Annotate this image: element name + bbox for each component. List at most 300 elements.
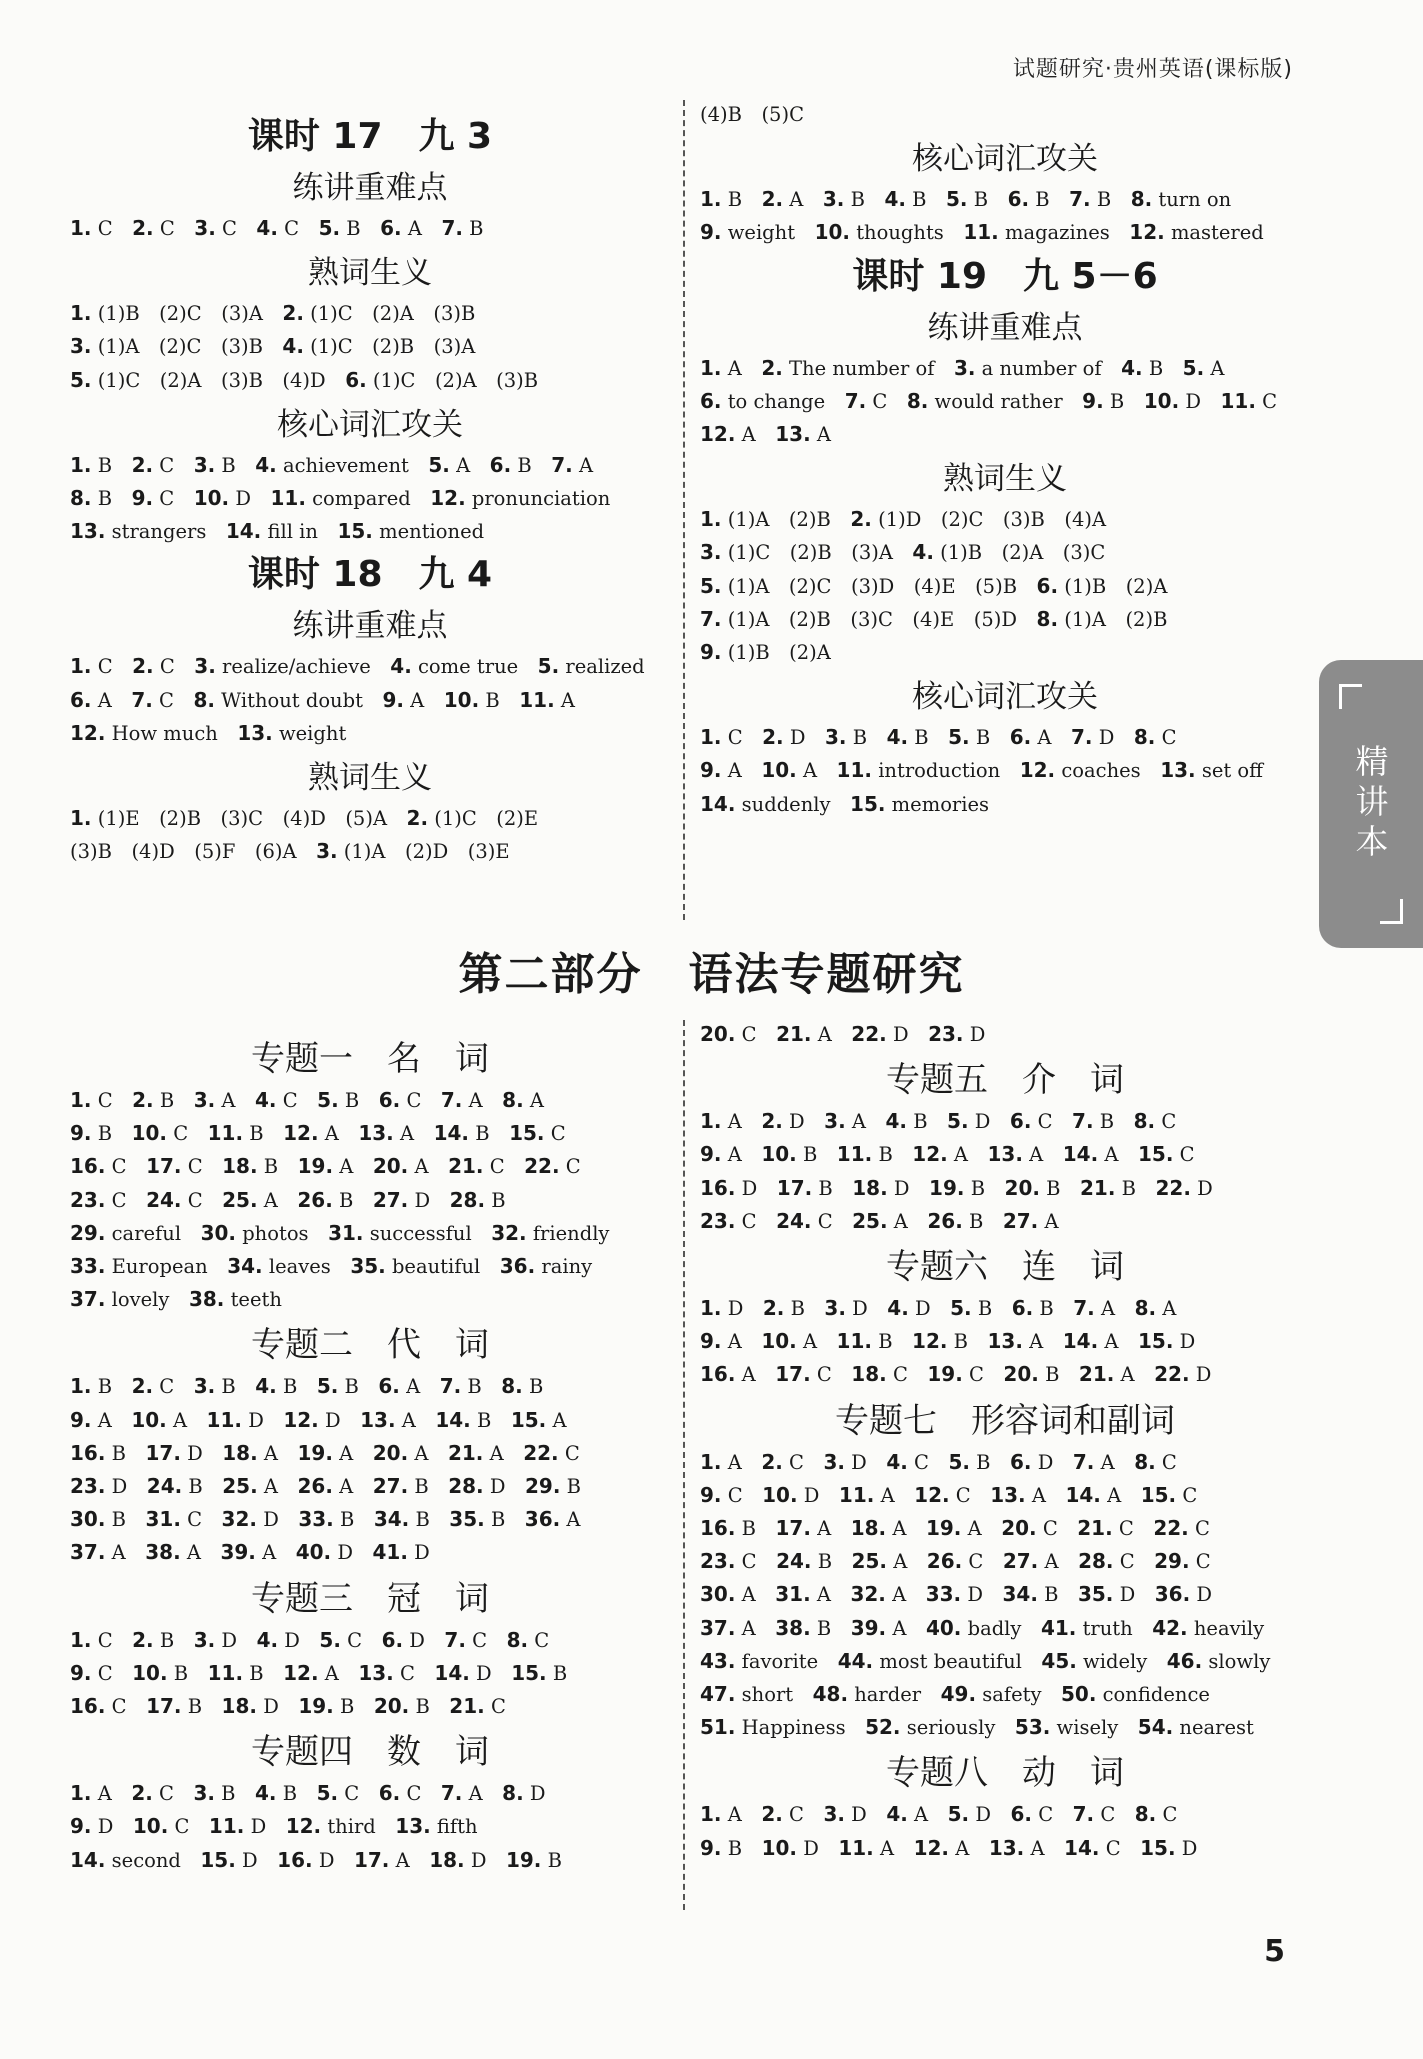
question-number: 50. xyxy=(1061,1682,1097,1707)
question-number: 21. xyxy=(447,1440,484,1465)
answer-value: B xyxy=(878,1330,893,1354)
question-number: 6. xyxy=(378,1374,400,1399)
answer-value: A xyxy=(1162,1297,1177,1321)
question-number: 15. xyxy=(337,519,373,544)
question-number: 28. xyxy=(448,1474,484,1499)
answer-value: memories xyxy=(891,792,990,816)
answer-line xyxy=(70,802,670,835)
question-number: 36. xyxy=(499,1254,536,1279)
answer-value: D xyxy=(789,1110,805,1134)
answer-value: A xyxy=(552,1408,567,1432)
question-number: 7. xyxy=(440,1781,463,1806)
answer-value: D xyxy=(250,1815,267,1839)
answer-value: B xyxy=(528,1375,544,1399)
question-number: 14. xyxy=(433,1121,470,1146)
question-number: 3. xyxy=(193,1088,216,1112)
answer-value: A xyxy=(262,1541,277,1565)
answers-bottom-left xyxy=(70,1030,670,1877)
question-number: 14. xyxy=(434,1660,470,1685)
answer-value: harder xyxy=(854,1683,922,1707)
question-number: 4. xyxy=(282,334,304,359)
answer-line xyxy=(70,1536,670,1569)
question-number: 16. xyxy=(70,1440,106,1465)
answer-value: B xyxy=(1099,1110,1115,1134)
answer-value: A xyxy=(1030,1836,1045,1860)
question-number: 5. xyxy=(537,654,560,679)
answer-value: B xyxy=(414,1475,429,1499)
answer-value: B xyxy=(547,1848,562,1872)
answer-line xyxy=(70,364,670,397)
question-number: 6. xyxy=(489,452,512,477)
answer-line xyxy=(70,212,670,245)
answer-line xyxy=(700,1711,1310,1744)
answer-value: B xyxy=(1039,1297,1054,1321)
answer-value: (1)C (2)E xyxy=(434,807,539,831)
question-number: 9. xyxy=(70,1660,92,1685)
answer-value: would rather xyxy=(934,389,1063,413)
answer-value: A xyxy=(566,1508,581,1532)
answer-value: C xyxy=(173,1122,189,1146)
answer-line xyxy=(70,1810,670,1843)
question-number: 4. xyxy=(886,725,909,750)
answer-value: C xyxy=(406,1782,422,1806)
answer-value: B xyxy=(97,1122,113,1146)
question-number: 29. xyxy=(1154,1549,1190,1574)
answer-value: (1)B (2)C (3)A xyxy=(97,302,263,326)
question-number: 18. xyxy=(222,1440,258,1465)
answer-value: A xyxy=(172,1408,188,1432)
side-tab-label: 精讲本 xyxy=(1355,742,1389,861)
answer-value: B xyxy=(346,217,361,240)
answer-value: B xyxy=(852,726,868,750)
question-number: 36. xyxy=(524,1507,561,1532)
answer-value: C xyxy=(344,1782,360,1806)
answer-value: A xyxy=(1031,1483,1046,1507)
answer-line xyxy=(70,1777,670,1810)
question-number: 21. xyxy=(1077,1516,1113,1541)
question-number: 32. xyxy=(221,1507,257,1532)
answer-value: third xyxy=(327,1815,376,1839)
answer-value: a number of xyxy=(981,356,1102,380)
question-number: 4. xyxy=(887,1296,909,1321)
answer-value: European xyxy=(111,1255,208,1279)
section-heading: 练讲重难点 xyxy=(927,309,1083,346)
question-number: 6. xyxy=(381,1627,404,1652)
question-number: 2. xyxy=(132,654,154,679)
answer-line xyxy=(700,503,1310,536)
question-number: 1. xyxy=(70,806,92,831)
answer-value: lovely xyxy=(111,1288,170,1312)
answer-value: B xyxy=(339,1188,354,1212)
question-number: 33. xyxy=(298,1507,334,1532)
answer-value: (1)C (2)A (3)B xyxy=(372,368,539,392)
question-number: 6. xyxy=(1010,1802,1032,1827)
answer-line xyxy=(700,1512,1310,1545)
question-number: 5. xyxy=(316,1781,339,1806)
question-number: 32. xyxy=(491,1220,527,1245)
question-number: 38. xyxy=(188,1287,225,1312)
question-number: 2. xyxy=(132,1627,154,1652)
answer-value: B xyxy=(802,1143,818,1167)
answer-line xyxy=(700,1018,1310,1051)
question-number: 25. xyxy=(851,1549,887,1574)
answer-value: coaches xyxy=(1061,759,1141,783)
question-number: 11. xyxy=(838,1835,874,1860)
answer-value: D xyxy=(851,1450,867,1474)
column-divider-top xyxy=(683,100,685,920)
question-number: 20. xyxy=(372,1440,409,1465)
answer-value: D xyxy=(741,1176,758,1200)
answer-value: beautiful xyxy=(391,1255,481,1279)
question-number: 22. xyxy=(1153,1516,1189,1541)
answer-value: C xyxy=(1037,1110,1053,1134)
question-number: 2. xyxy=(131,1374,154,1399)
answer-line xyxy=(700,183,1310,216)
answer-value: D xyxy=(789,726,806,750)
answer-line xyxy=(700,1138,1310,1171)
question-number: 7. xyxy=(551,452,573,477)
answer-value: D xyxy=(284,1628,300,1652)
question-number: 12. xyxy=(1019,758,1056,783)
answer-value: come true xyxy=(418,655,519,679)
answer-value: B xyxy=(976,1450,991,1474)
answer-value: A xyxy=(817,1023,832,1046)
answers-top-left xyxy=(70,110,670,868)
question-number: 10. xyxy=(814,220,851,245)
question-number: 4. xyxy=(255,1374,277,1399)
answer-value: suddenly xyxy=(741,792,831,816)
topic-heading: 专题一 名 词 xyxy=(251,1039,489,1079)
answer-value: C xyxy=(789,1450,804,1474)
answer-value: to change xyxy=(727,389,826,413)
answer-value: C xyxy=(97,217,113,240)
question-number: 10. xyxy=(761,1835,797,1860)
answer-value: D xyxy=(476,1661,492,1685)
answer-value: teeth xyxy=(230,1288,282,1312)
question-number: 27. xyxy=(1002,1208,1039,1233)
answer-value: B xyxy=(818,1176,833,1200)
answer-value: D xyxy=(235,487,251,511)
question-number: 15. xyxy=(1137,1329,1174,1354)
question-number: 20. xyxy=(700,1022,736,1046)
question-number: 1. xyxy=(700,1802,722,1827)
answer-value: A xyxy=(1210,356,1225,380)
question-number: 6. xyxy=(1009,1109,1032,1134)
answer-value: A xyxy=(892,1616,907,1640)
answer-value: D xyxy=(337,1541,353,1565)
question-number: 13. xyxy=(988,1835,1025,1860)
question-number: 12. xyxy=(914,1482,950,1507)
question-number: 12. xyxy=(283,1660,319,1685)
question-number: 53. xyxy=(1014,1715,1051,1740)
answer-value: B xyxy=(878,1143,893,1167)
question-number: 21. xyxy=(448,1154,484,1179)
question-number: 18. xyxy=(221,1694,257,1719)
question-number: 1. xyxy=(70,216,92,240)
question-number: 17. xyxy=(775,1362,811,1387)
section-heading: 熟词生义 xyxy=(308,760,432,797)
question-number: 1. xyxy=(700,725,722,750)
question-number: 11. xyxy=(838,1482,875,1507)
answer-value: B xyxy=(415,1695,430,1719)
answer-line xyxy=(700,1479,1310,1512)
question-number: 14. xyxy=(1062,1329,1099,1354)
answer-value: pronunciation xyxy=(471,487,611,511)
answer-value: B xyxy=(263,1155,279,1179)
question-number: 7. xyxy=(131,687,153,712)
question-number: 10. xyxy=(761,1329,797,1354)
answer-value: A xyxy=(339,1441,354,1465)
answer-line xyxy=(70,1283,670,1316)
question-number: 8. xyxy=(1134,1296,1157,1321)
answer-value: (1)A (2)B xyxy=(727,508,831,532)
answer-value: C xyxy=(892,1363,908,1387)
question-number: 24. xyxy=(146,1187,182,1212)
question-number: 2. xyxy=(131,1781,153,1806)
question-number: 7. xyxy=(1069,187,1091,212)
topic-heading: 专题五 介 词 xyxy=(886,1060,1124,1101)
answer-value: A xyxy=(1029,1143,1044,1167)
question-number: 48. xyxy=(812,1682,849,1707)
question-number: 15. xyxy=(510,1407,547,1432)
question-number: 13. xyxy=(70,519,106,544)
question-number: 1. xyxy=(700,507,722,532)
question-number: 26. xyxy=(927,1208,963,1233)
answer-value: introduction xyxy=(878,759,1001,783)
answer-value: B xyxy=(221,1375,236,1399)
question-number: 35. xyxy=(350,1254,386,1279)
answer-value: C xyxy=(159,655,175,679)
answer-value: C xyxy=(111,1155,127,1179)
question-number: 30. xyxy=(200,1220,236,1245)
answer-line xyxy=(700,1612,1310,1645)
question-number: 19. xyxy=(925,1516,962,1541)
question-number: 4. xyxy=(390,654,412,679)
topic-heading: 专题七 形容词和副词 xyxy=(835,1400,1175,1441)
answer-value: B xyxy=(415,1508,430,1532)
answer-value: B xyxy=(970,1176,986,1200)
answer-value: B xyxy=(977,1297,993,1321)
question-number: 11. xyxy=(207,1660,244,1685)
question-number: 1. xyxy=(700,1296,722,1321)
answer-value: C xyxy=(159,1375,175,1399)
question-number: 5. xyxy=(1182,355,1205,380)
question-number: 2. xyxy=(282,301,304,326)
answer-value: How much xyxy=(111,721,218,745)
answer-value: The number of xyxy=(789,356,935,380)
answer-value: B xyxy=(975,726,991,750)
answer-value: short xyxy=(741,1683,794,1707)
answer-value: B xyxy=(953,1330,969,1354)
answer-value: B xyxy=(517,453,532,477)
answer-value: C xyxy=(741,1023,757,1046)
answer-value: A xyxy=(97,1782,112,1806)
answer-value: favorite xyxy=(741,1649,819,1673)
question-number: 39. xyxy=(220,1540,256,1565)
answer-value: C xyxy=(1105,1836,1121,1860)
answer-value: B xyxy=(485,688,500,712)
answer-value: C xyxy=(406,1089,422,1112)
answer-line xyxy=(70,1150,670,1183)
answer-value: A xyxy=(892,1517,907,1541)
lesson-heading: 课时 19 九 5－6 xyxy=(852,255,1158,297)
question-number: 33. xyxy=(70,1254,106,1279)
answer-value: B xyxy=(221,453,236,477)
question-number: 8. xyxy=(502,1088,524,1112)
question-number: 7. xyxy=(700,606,722,631)
answer-value: A xyxy=(802,759,818,783)
answer-value: B xyxy=(173,1661,189,1685)
answer-value: A xyxy=(324,1122,339,1146)
answer-value: A xyxy=(893,1550,908,1574)
answer-value: B xyxy=(282,1375,298,1399)
question-number: 10. xyxy=(762,1482,798,1507)
answer-value: A xyxy=(1107,1483,1122,1507)
answer-value: A xyxy=(802,1330,818,1354)
answer-value: B xyxy=(111,1441,126,1465)
question-number: 9. xyxy=(700,220,722,245)
answer-value: B xyxy=(159,1628,175,1652)
question-number: 3. xyxy=(823,1802,845,1827)
answer-value: A xyxy=(892,1583,907,1607)
answer-value: C xyxy=(159,487,175,511)
answer-value: A xyxy=(1104,1330,1119,1354)
question-number: 15. xyxy=(850,791,886,816)
question-number: 23. xyxy=(928,1022,964,1046)
answer-value: C xyxy=(727,726,743,750)
answer-value: C xyxy=(111,1695,127,1719)
answer-value: A xyxy=(727,356,742,380)
answer-value: C xyxy=(1182,1483,1198,1507)
question-number: 3. xyxy=(316,839,338,864)
question-number: 4. xyxy=(886,1802,908,1827)
question-number: 30. xyxy=(70,1507,106,1532)
answer-line xyxy=(70,1217,670,1250)
answer-line xyxy=(700,98,1310,131)
question-number: 3. xyxy=(953,355,976,380)
question-number: 11. xyxy=(519,687,555,712)
question-number: 12. xyxy=(700,422,736,447)
question-number: 19. xyxy=(297,1154,334,1179)
question-number: 12. xyxy=(285,1814,322,1839)
question-number: 27. xyxy=(1002,1549,1039,1574)
answer-value: C xyxy=(550,1122,566,1146)
question-number: 22. xyxy=(523,1440,559,1465)
question-number: 5. xyxy=(319,1627,341,1652)
question-number: 3. xyxy=(193,1781,215,1806)
answer-value: achievement xyxy=(282,453,409,477)
question-number: 3. xyxy=(194,654,216,679)
answer-value: C xyxy=(159,688,174,712)
answer-line xyxy=(700,1545,1310,1578)
question-number: 8. xyxy=(193,687,215,712)
question-number: 4. xyxy=(912,540,934,565)
question-number: 19. xyxy=(929,1175,965,1200)
question-number: 39. xyxy=(850,1615,887,1640)
question-number: 34. xyxy=(373,1507,410,1532)
question-number: 38. xyxy=(775,1615,811,1640)
question-number: 8. xyxy=(1133,1109,1156,1134)
answer-value: C xyxy=(741,1550,757,1574)
question-number: 4. xyxy=(886,1449,908,1474)
question-number: 13. xyxy=(358,1660,394,1685)
question-number: 34. xyxy=(1002,1582,1038,1607)
question-number: 9. xyxy=(70,1814,92,1839)
answer-value: B xyxy=(1044,1583,1059,1607)
answer-value: C xyxy=(399,1661,415,1685)
question-number: 11. xyxy=(836,1329,872,1354)
answer-line xyxy=(700,570,1310,603)
answer-value: A xyxy=(727,759,742,783)
answer-value: B xyxy=(727,188,743,212)
question-number: 7. xyxy=(1073,1296,1095,1321)
answer-value: C xyxy=(1179,1143,1195,1167)
answer-value: D xyxy=(851,1803,867,1827)
question-number: 2. xyxy=(762,1296,785,1321)
question-number: 1. xyxy=(70,1627,92,1652)
answer-value: Without doubt xyxy=(221,688,363,712)
answer-line xyxy=(700,536,1310,569)
question-number: 15. xyxy=(1140,1482,1177,1507)
answer-value: D xyxy=(1037,1450,1054,1474)
question-number: 37. xyxy=(70,1287,106,1312)
answer-value: C xyxy=(97,655,113,679)
answer-line xyxy=(700,1578,1310,1611)
question-number: 24. xyxy=(776,1549,812,1574)
answer-value: A xyxy=(1120,1363,1135,1387)
answer-value: D xyxy=(414,1188,431,1212)
question-number: 12. xyxy=(912,1142,948,1167)
answer-value: A xyxy=(97,1408,112,1432)
answer-value: D xyxy=(97,1815,114,1839)
answer-value: A xyxy=(727,1803,742,1827)
answer-line xyxy=(70,1844,670,1877)
question-number: 15. xyxy=(509,1121,545,1146)
question-number: 8. xyxy=(1130,187,1153,212)
question-number: 25. xyxy=(222,1187,258,1212)
question-number: 3. xyxy=(193,452,216,477)
answer-value: D xyxy=(1185,389,1202,413)
question-number: 10. xyxy=(131,1407,167,1432)
question-number: 10. xyxy=(131,1121,167,1146)
question-number: 13. xyxy=(1160,758,1196,783)
question-number: 9. xyxy=(700,640,722,665)
answer-value: seriously xyxy=(906,1716,996,1740)
answer-line xyxy=(700,1325,1310,1358)
answer-value: C xyxy=(741,1209,757,1233)
question-number: 15. xyxy=(1140,1835,1176,1860)
answer-value: fifth xyxy=(436,1815,478,1839)
answer-value: C xyxy=(187,1508,203,1532)
answer-value: C xyxy=(97,1628,113,1652)
answer-line xyxy=(700,721,1310,754)
question-number: 7. xyxy=(1072,1449,1095,1474)
question-number: 37. xyxy=(700,1615,736,1640)
answer-line xyxy=(70,1437,670,1470)
answer-value: A xyxy=(339,1475,354,1499)
answers-top-right xyxy=(700,98,1310,821)
question-number: 5. xyxy=(70,367,92,392)
question-number: 4. xyxy=(1121,355,1143,380)
question-number: 18. xyxy=(429,1847,465,1872)
question-number: 2. xyxy=(762,725,784,750)
answer-value: C xyxy=(968,1550,984,1574)
answer-value: A xyxy=(468,1089,483,1112)
answer-line xyxy=(70,1084,670,1117)
question-number: 7. xyxy=(1072,1802,1095,1827)
question-number: 5. xyxy=(950,1296,972,1321)
question-number: 28. xyxy=(1078,1549,1114,1574)
